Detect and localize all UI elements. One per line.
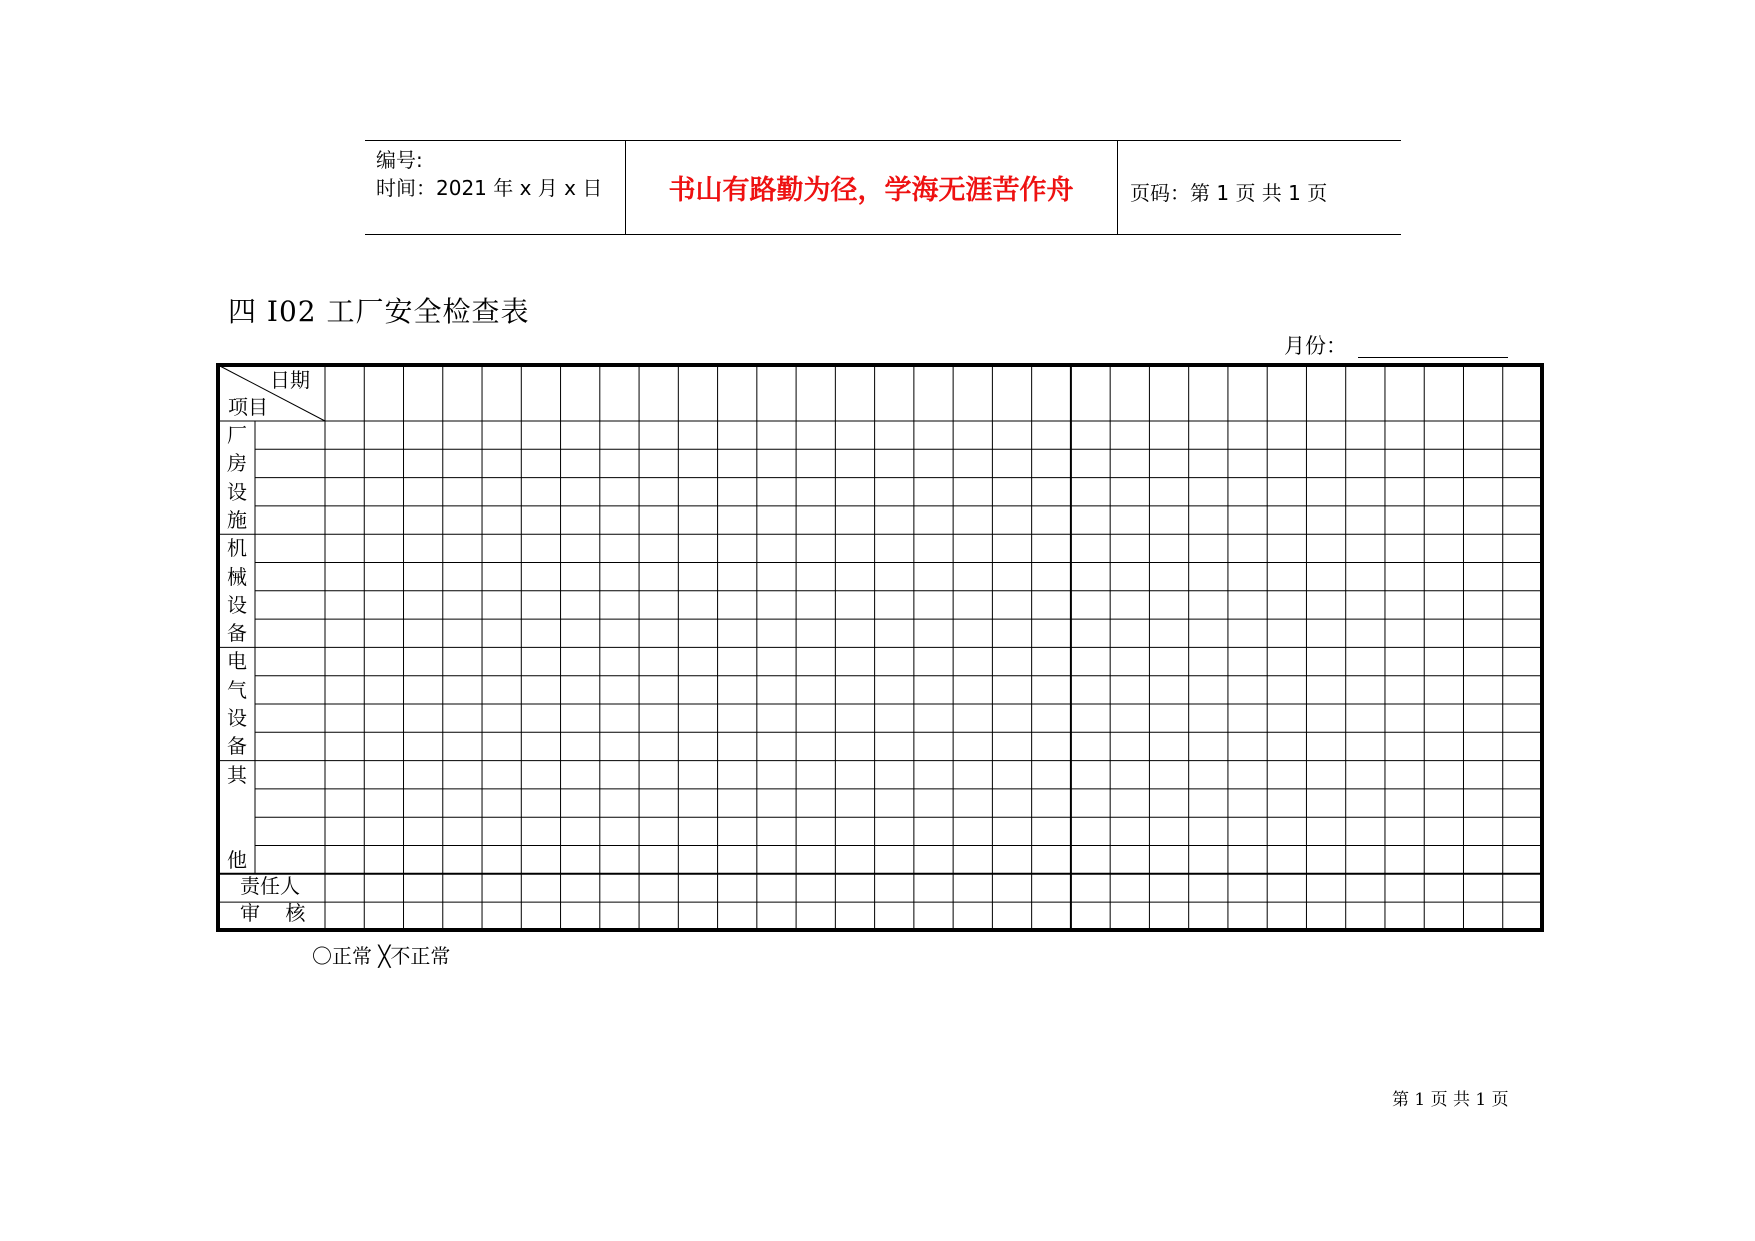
category-char: 气	[227, 677, 247, 702]
category-char: 电	[227, 649, 247, 674]
document-code-label: 编号:	[376, 148, 423, 172]
review-label: 审 核	[240, 901, 306, 925]
category-char: 机	[227, 536, 247, 561]
category-char: 房	[227, 451, 247, 476]
corner-date-label: 日期	[270, 368, 310, 392]
corner-item-label: 项目	[228, 395, 268, 419]
category-char: 施	[227, 507, 247, 532]
page-footer: 第 1 页 共 1 页	[1392, 1090, 1509, 1110]
category-char: 其	[227, 762, 247, 787]
category-char: 设	[227, 706, 247, 730]
category-char: 械	[227, 564, 247, 589]
page-number-label: 页码：第 1 页 共 1 页	[1130, 181, 1328, 205]
responsible-person-label: 责任人	[240, 874, 300, 898]
category-char: 备	[227, 621, 247, 646]
category-char: 备	[227, 734, 247, 759]
header-motto: 书山有路勤为径，学海无涯苦作舟	[668, 175, 1074, 206]
document-time-label: 时间：2021 年 x 月 x 日	[376, 176, 603, 200]
legend: 〇正常 ╳不正常	[312, 944, 451, 968]
category-char: 他	[227, 847, 247, 872]
category-char: 厂	[227, 423, 247, 447]
month-label: 月份：	[1284, 334, 1347, 358]
category-char: 设	[227, 592, 247, 617]
category-char: 设	[227, 479, 247, 504]
form-title: 四 I02 工厂安全检查表	[228, 295, 530, 328]
